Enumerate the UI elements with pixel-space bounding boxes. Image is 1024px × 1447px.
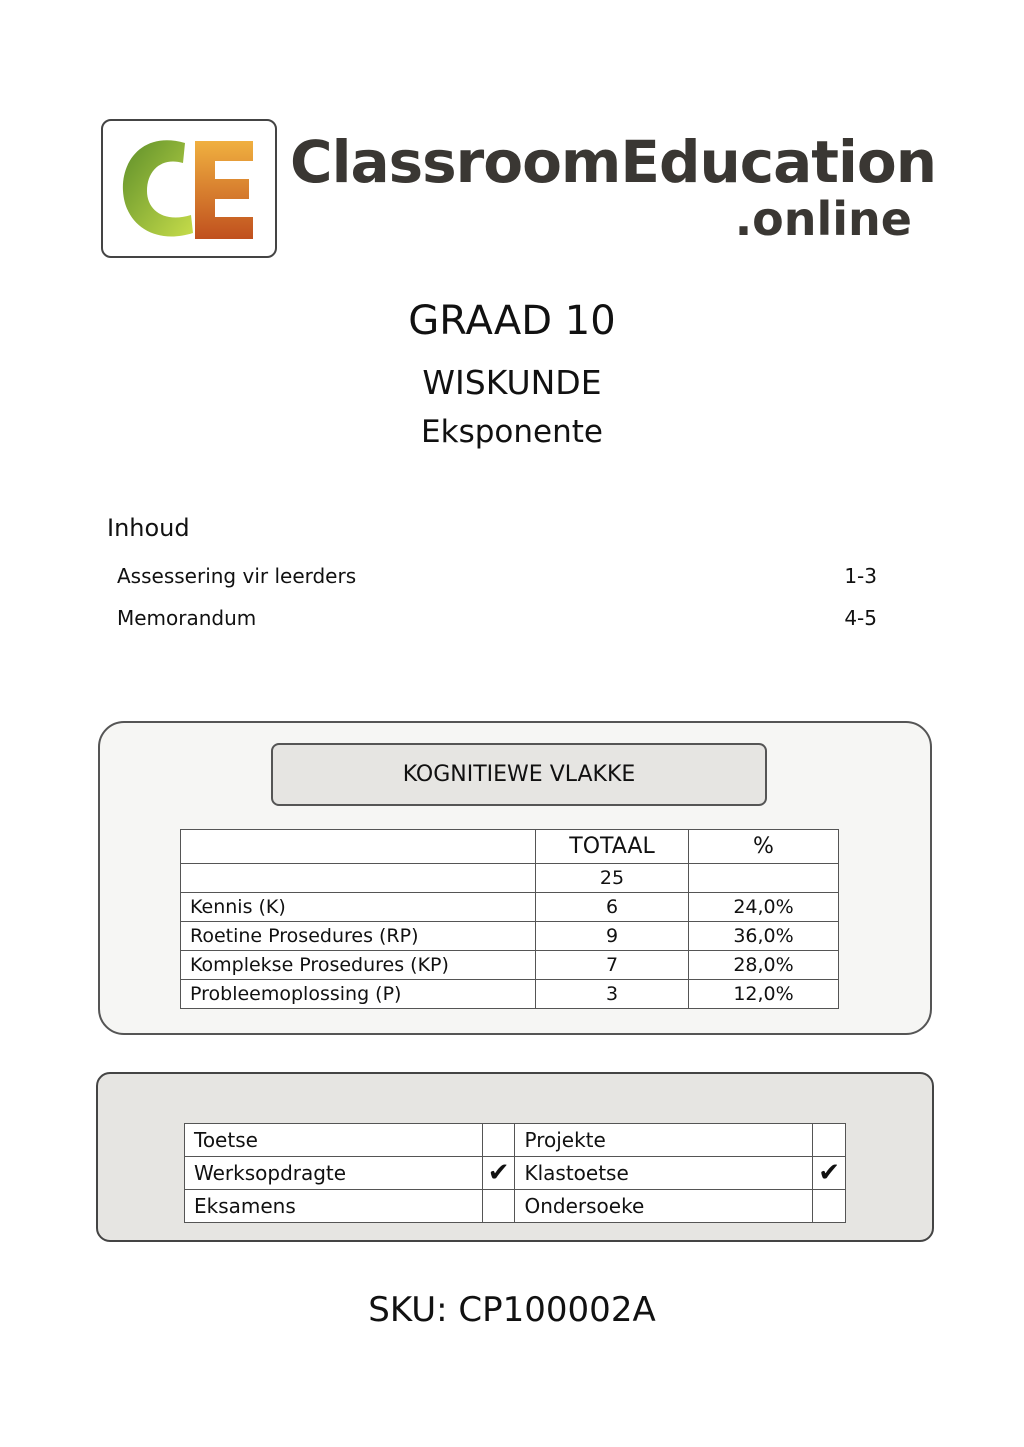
subject-title: WISKUNDE	[422, 363, 602, 402]
table-cell: Probleemoplossing (P)	[181, 980, 536, 1009]
contents-item-pages: 1-3	[844, 564, 877, 588]
table-cell: Kennis (K)	[181, 893, 536, 922]
assessment-type-label: Eksamens	[185, 1190, 483, 1223]
table-row	[181, 980, 839, 1009]
table-cell: 12,0%	[689, 980, 839, 1009]
table-cell: Roetine Prosedures (RP)	[181, 922, 536, 951]
table-total-row	[181, 864, 839, 893]
table-cell: 24,0%	[689, 893, 839, 922]
cognitive-levels-title: KOGNITIEWE VLAKKE	[271, 743, 767, 806]
topic-title: Eksponente	[421, 414, 603, 450]
table-cell: 9	[536, 922, 689, 951]
contents-heading: Inhoud	[107, 514, 190, 542]
contents-item-pages: 4-5	[844, 606, 877, 630]
contents-item	[117, 606, 877, 630]
assessment-type-label: Ondersoeke	[515, 1190, 813, 1223]
table-row	[181, 893, 839, 922]
contents-item	[117, 564, 877, 588]
header-cell: TOTAAL	[536, 830, 689, 864]
table-cell: 25	[536, 864, 689, 893]
header-cell: %	[689, 830, 839, 864]
check-icon	[813, 1124, 846, 1157]
assessment-type-label: Werksopdragte	[185, 1157, 483, 1190]
cognitive-levels-table	[180, 829, 839, 1009]
table-cell	[181, 864, 536, 893]
table-cell: 36,0%	[689, 922, 839, 951]
table-row	[185, 1124, 846, 1157]
ce-logo-icon	[103, 121, 279, 260]
check-icon	[813, 1190, 846, 1223]
table-row	[185, 1157, 846, 1190]
check-icon: ✔	[482, 1157, 515, 1190]
assessment-type-label: Klastoetse	[515, 1157, 813, 1190]
table-cell: 28,0%	[689, 951, 839, 980]
contents-item-label: Memorandum	[117, 606, 257, 630]
grade-title: GRAAD 10	[408, 298, 616, 344]
table-row	[185, 1190, 846, 1223]
check-icon	[482, 1190, 515, 1223]
brand-domain: .online	[734, 192, 912, 246]
check-icon	[482, 1124, 515, 1157]
table-cell	[689, 864, 839, 893]
header-cell	[181, 830, 536, 864]
assessment-type-label: Toetse	[185, 1124, 483, 1157]
sku-label: SKU: CP100002A	[368, 1290, 656, 1330]
table-cell: 7	[536, 951, 689, 980]
brand-logo	[101, 119, 277, 258]
table-header-row	[181, 830, 839, 864]
table-cell: 3	[536, 980, 689, 1009]
contents-item-label: Assessering vir leerders	[117, 564, 357, 588]
assessment-types-table	[184, 1123, 846, 1223]
brand-name: ClassroomEducation	[290, 128, 937, 196]
table-row	[181, 922, 839, 951]
table-cell: 6	[536, 893, 689, 922]
check-icon: ✔	[813, 1157, 846, 1190]
table-cell: Komplekse Prosedures (KP)	[181, 951, 536, 980]
assessment-type-label: Projekte	[515, 1124, 813, 1157]
table-row	[181, 951, 839, 980]
